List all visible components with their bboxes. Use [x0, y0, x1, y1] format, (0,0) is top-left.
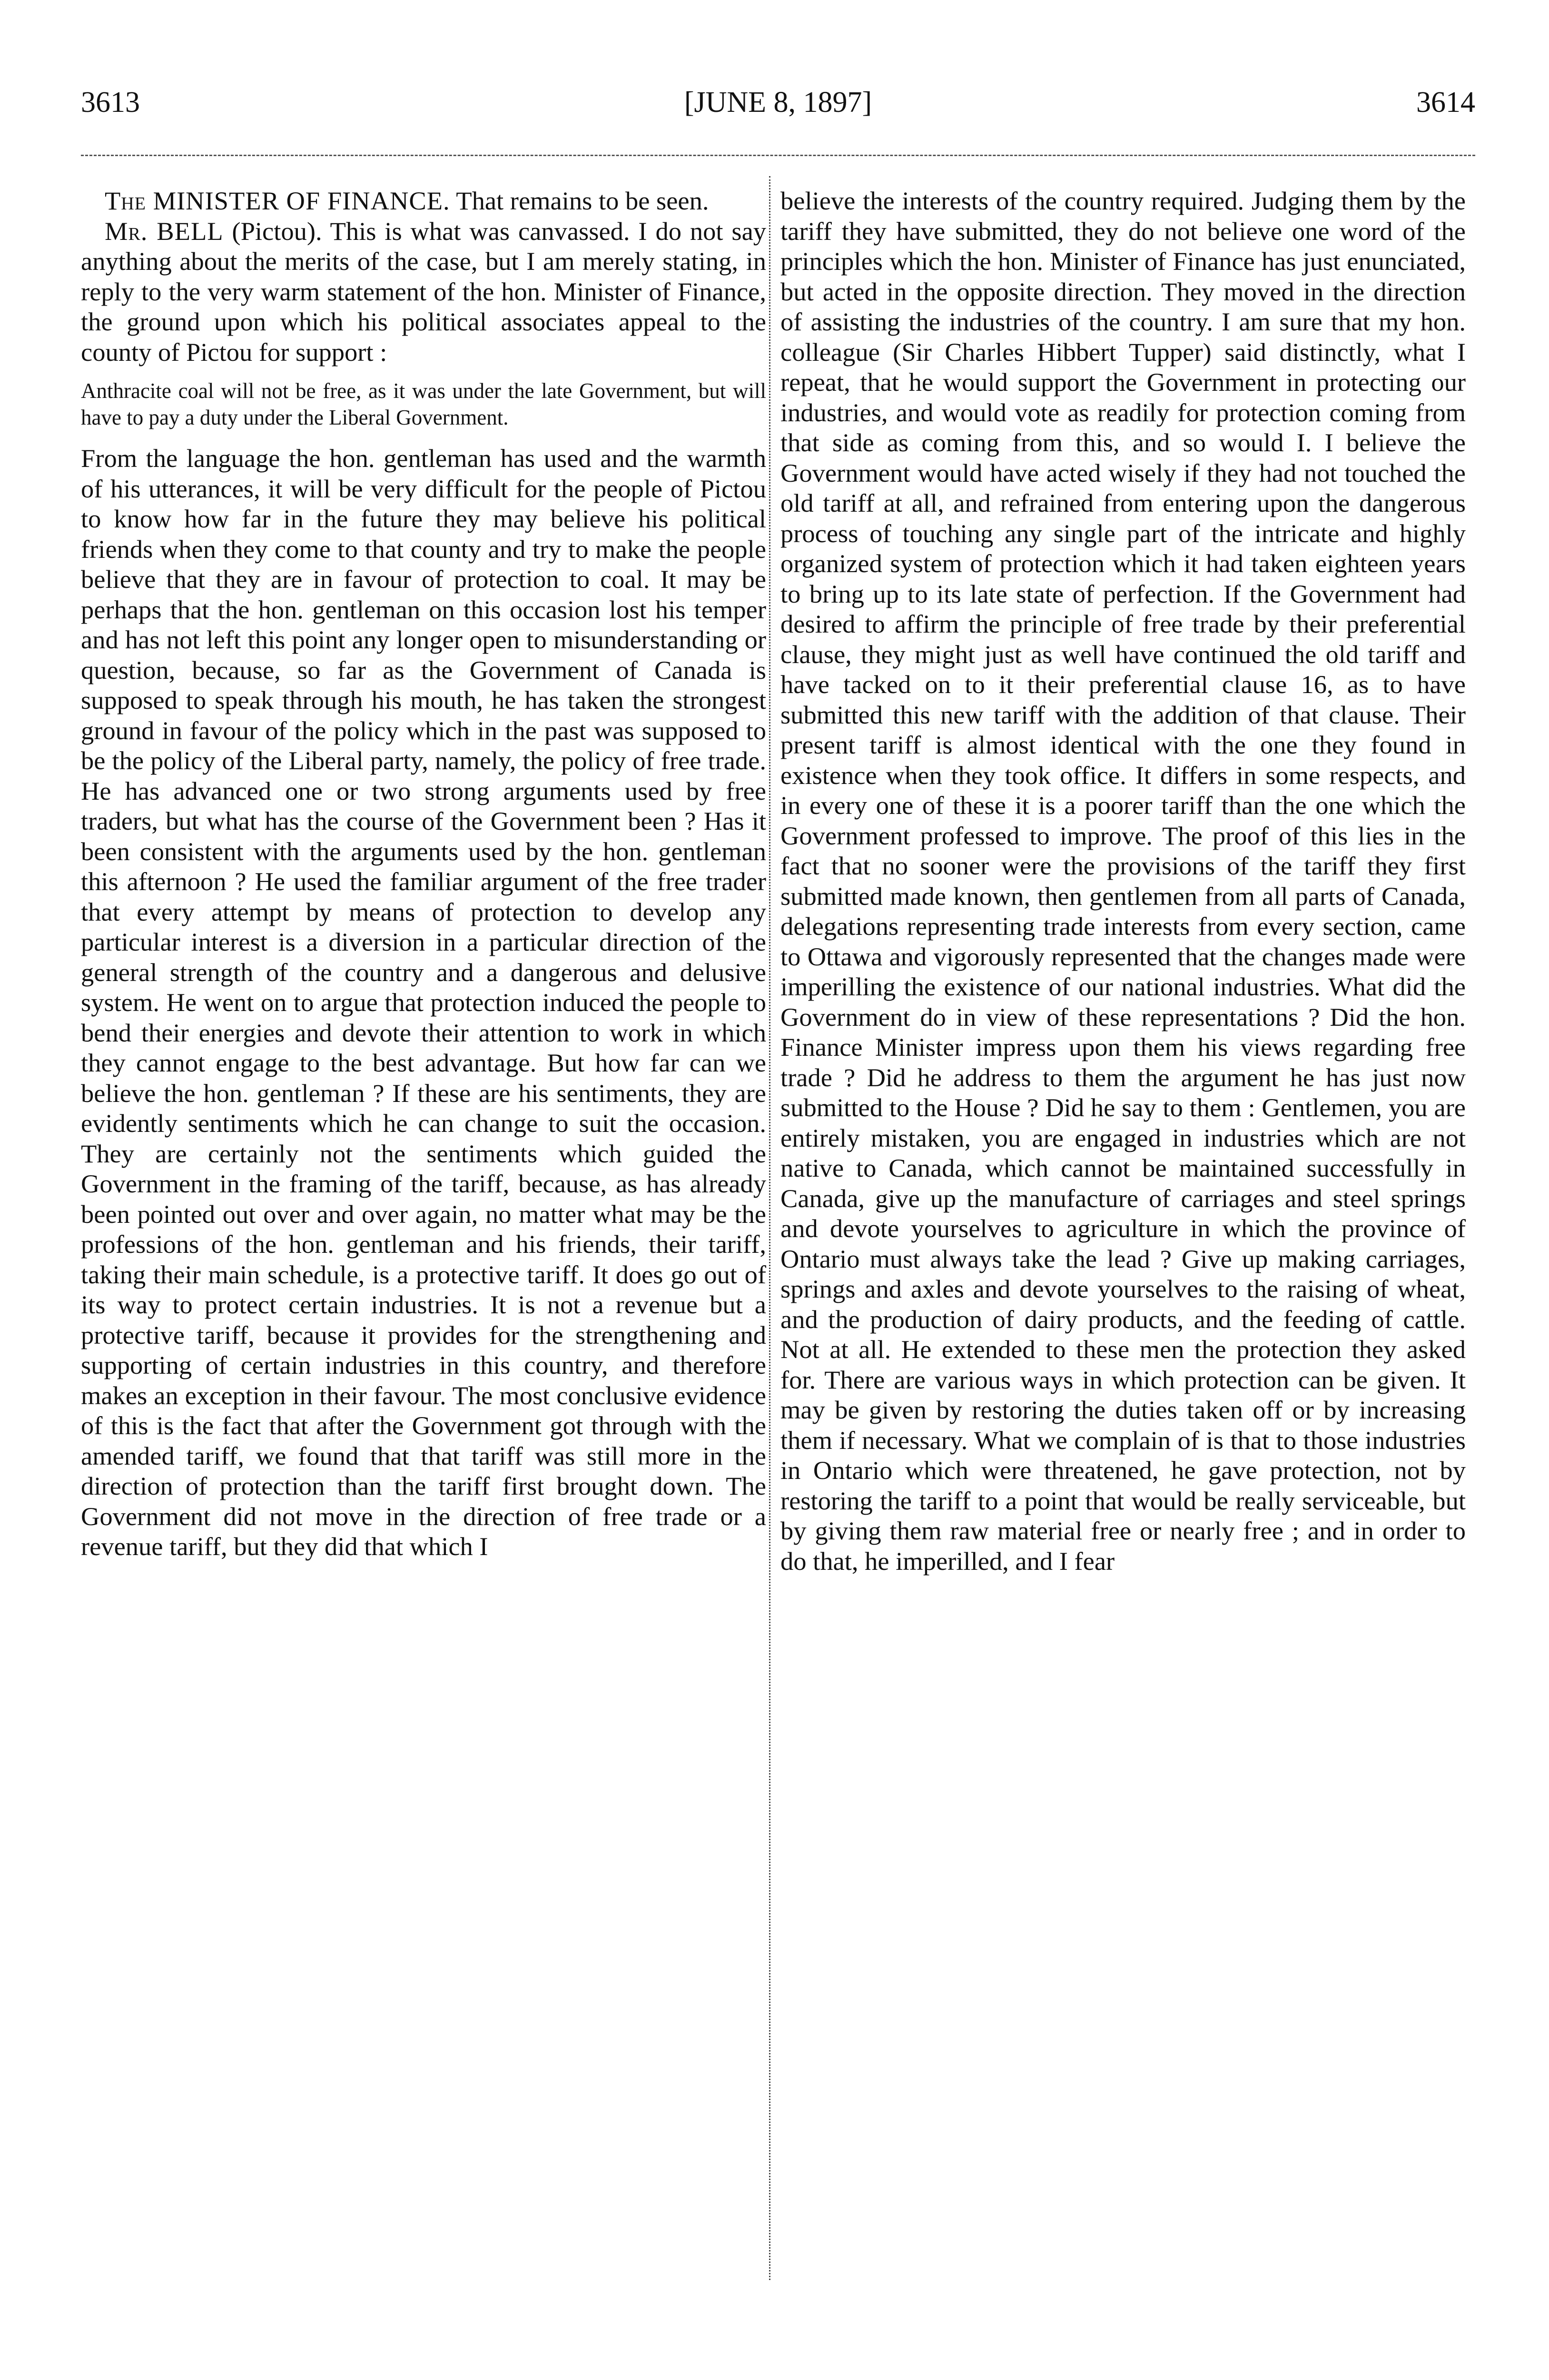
speech-text: That remains to be seen. [450, 186, 709, 215]
right-column [780, 186, 1466, 1576]
speaker-name: The MINISTER OF FINANCE. [105, 186, 450, 215]
page-number-left: 3613 [81, 86, 140, 119]
quoted-statement: Anthracite coal will not be free, as it was under the late Government, but will have to pay a duty under the Liberal Government. [81, 379, 766, 429]
paragraph-minister [81, 186, 766, 216]
header-rule [81, 155, 1475, 156]
speaker-name: Mr. BELL [105, 216, 224, 246]
paragraph-bell [81, 216, 766, 367]
column-divider [769, 176, 770, 2280]
paragraph-continued: believe the interests of the country required. Judging them by the tariff they have submitted, they do not believe one word of the principles which the hon. Minister of Finance has just enunciated, but acted in the opposite direction. They moved in the direction of assisting the industries of the country. I am sure that my hon. colleague (Sir Charles Hibbert Tupper) said distinctly, what I repeat, that he would support the Government in protecting our industries, and would vote as readily for protection coming from that side as coming from this, and so would I. I believe the Government would have acted wisely if they had not touched the old tariff at all, and refrained from entering upon the dangerous process of touching any single part of the intricate and highly organized system of protection which it had taken eighteen years to bring up to its late state of perfection. If the Government had desired to affirm the principle of free trade by their preferential clause, they might just as well have continued the old tariff and have tacked on to it their preferential clause 16, as to have submitted this new tariff with the addition of that clause. Their present tariff is almost identical with the one they found in existence when they took office. It differs in some respects, and in every one of these it is a poorer tariff than the one which the Government professed to improve. The proof of this lies in the fact that no sooner were the provisions of the tariff they first submitted made known, then gentlemen from all parts of Canada, delegations representing trade interests from every section, came to Ottawa and vigorously represented that the changes made were imperilling the existence of our national industries. What did the Government do in view of these representations ? Did the hon. Finance Minister impress upon them his views regarding free trade ? Did he address to them the argument he has just now submitted to the House ? Did he say to them : Gentlemen, you are entirely mistaken, you are engaged in industries which are not native to Canada, which cannot be maintained successfully in Canada, give up the manufacture of carriages and steel springs and devote yourselves to agriculture in which the province of Ontario must always take the lead ? Give up making carriages, springs and axles and devote yourselves to the raising of wheat, and the production of dairy products, and the feeding of cattle. Not at all. He extended to these men the protection they asked for. There are various ways in which protection can be given. It may be given by restoring the duties taken off or by increasing them if necessary. What we complain of is that to those industries in Ontario which were threatened, he gave protection, not by restoring the tariff to a point that would be really serviceable, but by giving them raw material free or nearly free ; and in order to do that, he imperilled, and I fear [780, 186, 1466, 1576]
paragraph-body: From the language the hon. gentleman has used and the warmth of his utterances, it will be very difficult for the people of Pictou to know how far in the future they may believe his political friends when they come to that county and try to make the people believe that they are in favour of protection to coal. It may be perhaps that the hon. gentleman on this occasion lost his temper and has not left this point any longer open to misunderstanding or question, because, so far as the Government of Canada is supposed to speak through his mouth, he has taken the strongest ground in favour of the policy which in the past was supposed to be the policy of the Liberal party, namely, the policy of free trade. He has advanced one or two strong arguments used by free traders, but what has the course of the Government been ? Has it been consistent with the arguments used by the hon. gentleman this afternoon ? He used the familiar argument of the free trader that every attempt by means of protection to develop any particular interest is a diversion in a particular direction of the general strength of the country and a dangerous and delusive system. He went on to argue that protection induced the people to bend their energies and devote their attention to work in which they cannot engage to the best advantage. But how far can we believe the hon. gentleman ? If these are his sentiments, they are evidently sentiments which he can change to suit the occasion. They are certainly not the sentiments which guided the Government in the framing of the tariff, because, as has already been pointed out over and over again, no matter what may be the professions of the hon. gentleman and his friends, their tariff, taking their main schedule, is a protective tariff. It does go out of its way to protect certain industries. It is not a revenue but a protective tariff, because it provides for the strengthening and supporting of certain industries in this country, and therefore makes an exception in their favour. The most conclusive evidence of this is the fact that after the Government got through with the amended tariff, we found that that tariff was still more in the direction of protection than the tariff first brought down. The Government did not move in the direction of free trade or a revenue tariff, but they did that which I [81, 444, 766, 1561]
session-date: [JUNE 8, 1897] [684, 86, 872, 119]
speech-text: (Pictou). This is what was canvassed. I do not say anything about the merits of the case, but I am merely stating, in reply to the very warm statement of the hon. Minister of Finance, the ground upon which his political associates appeal to the county of Pictou for support : [81, 216, 767, 367]
page-header [81, 86, 1475, 133]
page-number-right: 3614 [1416, 86, 1475, 119]
left-column [81, 186, 766, 1562]
